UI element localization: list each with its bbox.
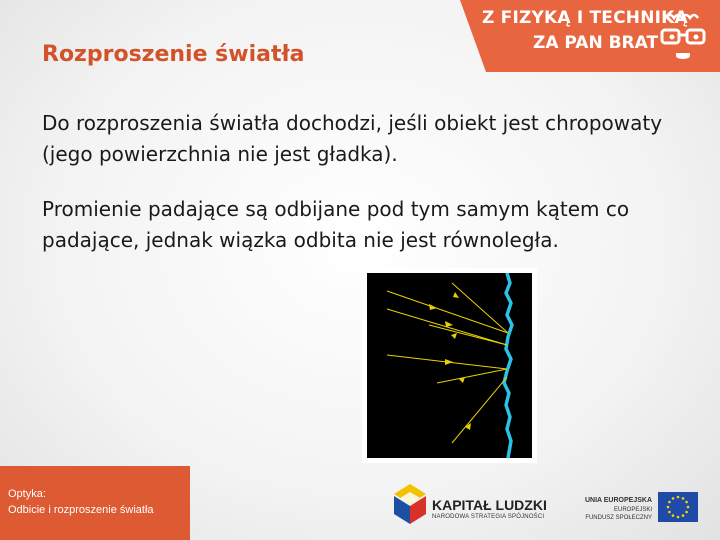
slide-title: Rozproszenie światła [42, 42, 305, 67]
scattering-diagram [367, 273, 532, 458]
footer-topic-box [0, 466, 190, 540]
kapital-ludzki-logo-icon [392, 482, 428, 526]
kapital-ludzki-subtitle: NARODOWA STRATEGIA SPÓJNOŚCI [432, 514, 545, 520]
paragraph-1: Do rozproszenia światła dochodzi, jeśli obiekt jest chropowaty (jego powierzchnia nie jest gładka). [42, 111, 663, 166]
footer-topic-label: Optyka: [8, 488, 46, 500]
kapital-ludzki-name: KAPITAŁ LUDZKI [432, 497, 547, 513]
glasses-face-icon [658, 8, 708, 64]
eu-label-line3: FUNDUSZ SPOŁECZNY [585, 515, 652, 521]
brand-line1: Z FIZYKĄ I TECHNIKĄ [482, 8, 688, 28]
eu-flag-icon [658, 492, 698, 522]
brand-line2: ZA PAN BRAT [533, 33, 659, 53]
eu-label-line2: EUROPEJSKI [613, 507, 652, 513]
scattering-figure [362, 268, 537, 463]
eu-label-line1: UNIA EUROPEJSKA [584, 497, 652, 504]
paragraph-2: Promienie padające są odbijane pod tym samym kątem co padające, jednak wiązka odbita nie jest równoległa. [42, 197, 630, 252]
footer-topic-title: Odbicie i rozproszenie światła [8, 504, 154, 516]
